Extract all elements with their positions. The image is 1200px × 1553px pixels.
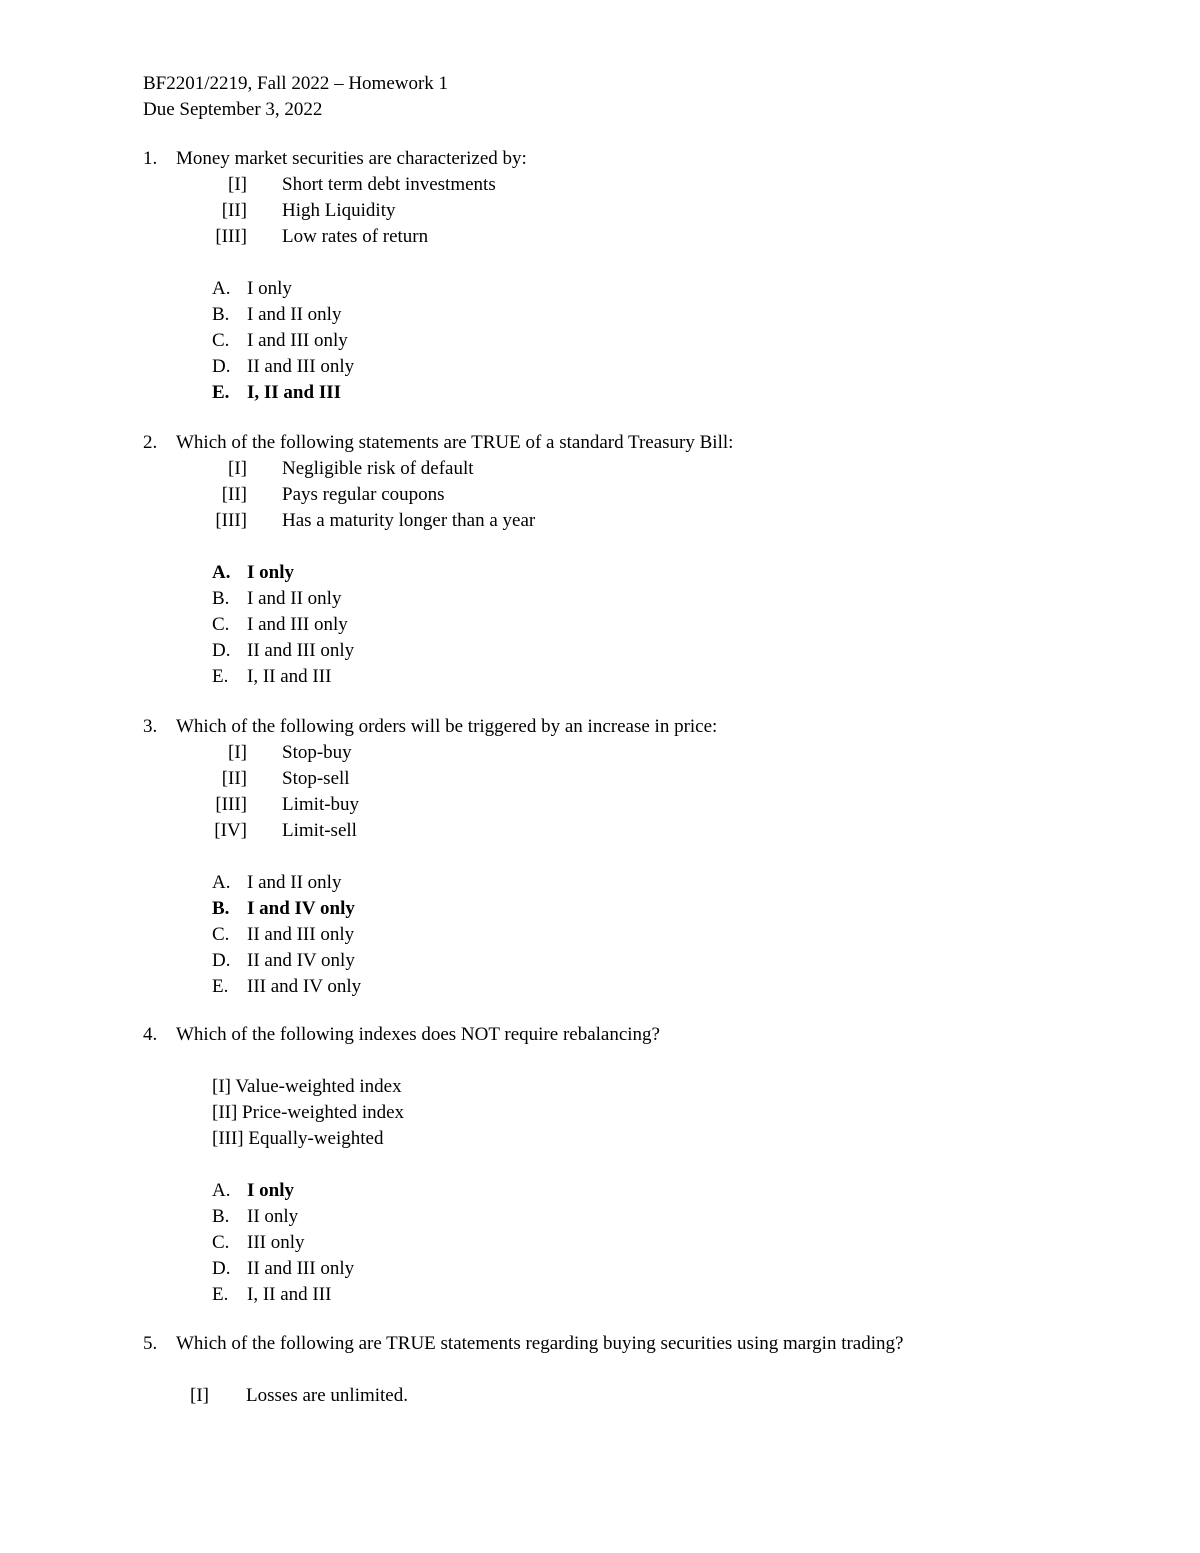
homework-page: BF2201/2219, Fall 2022 – Homework 1 Due September 3, 2022 1. Money market securities are characterized by: [I] Short term debt investments [II] High Liquidity [III] Low rates of return A. I only B. I and II only C. I and III only D. II and III only E. I, II and III 2. Which of the following statements are TRUE of a standard Treasury Bill: [I] Negligible risk of default [II] Pays regular coupons [III] Has a maturity longer than a year A. I only B. I and II only C. I and III only D. II and III only E. I, II and III 3. Which of the following orders will be triggered by an increase in price: [I] Stop-buy [II] Stop-sell [III] Limit-buy [IV] Limit-sell A. I and II only B. I and IV only C. II and III only D. II and IV only E. III and IV only 4. Which of the following indexes does NOT require rebalancing? [I] Value-weighted index [II] Price-weighted index [III] Equally-weighted A. I only B. II only C. III only D. II and III only E. I, II and III 5. Which of the following are TRUE statements regarding buying securities using margin trading? [I] Losses are unlimited. [143,73,904,1406]
question-text: Money market securities are characterized by: [176,148,527,169]
question-number: 1. [143,148,158,169]
question-text: Which of the following statements are TRUE of a standard Treasury Bill: [176,432,734,453]
document-header [143,71,448,123]
question-number: 2. [143,432,158,453]
question-number: 3. [143,716,158,737]
question-text: Which of the following are TRUE statements regarding buying securities using margin trading? [176,1333,904,1354]
question-text: Which of the following orders will be triggered by an increase in price: [176,716,718,737]
due-date: Due September 3, 2022 [143,99,323,120]
question-number: 5. [143,1333,158,1354]
course-title: BF2201/2219, Fall 2022 – Homework 1 [143,73,449,94]
question-number: 4. [143,1024,158,1045]
question-text: Which of the following indexes does NOT require rebalancing? [176,1024,660,1045]
